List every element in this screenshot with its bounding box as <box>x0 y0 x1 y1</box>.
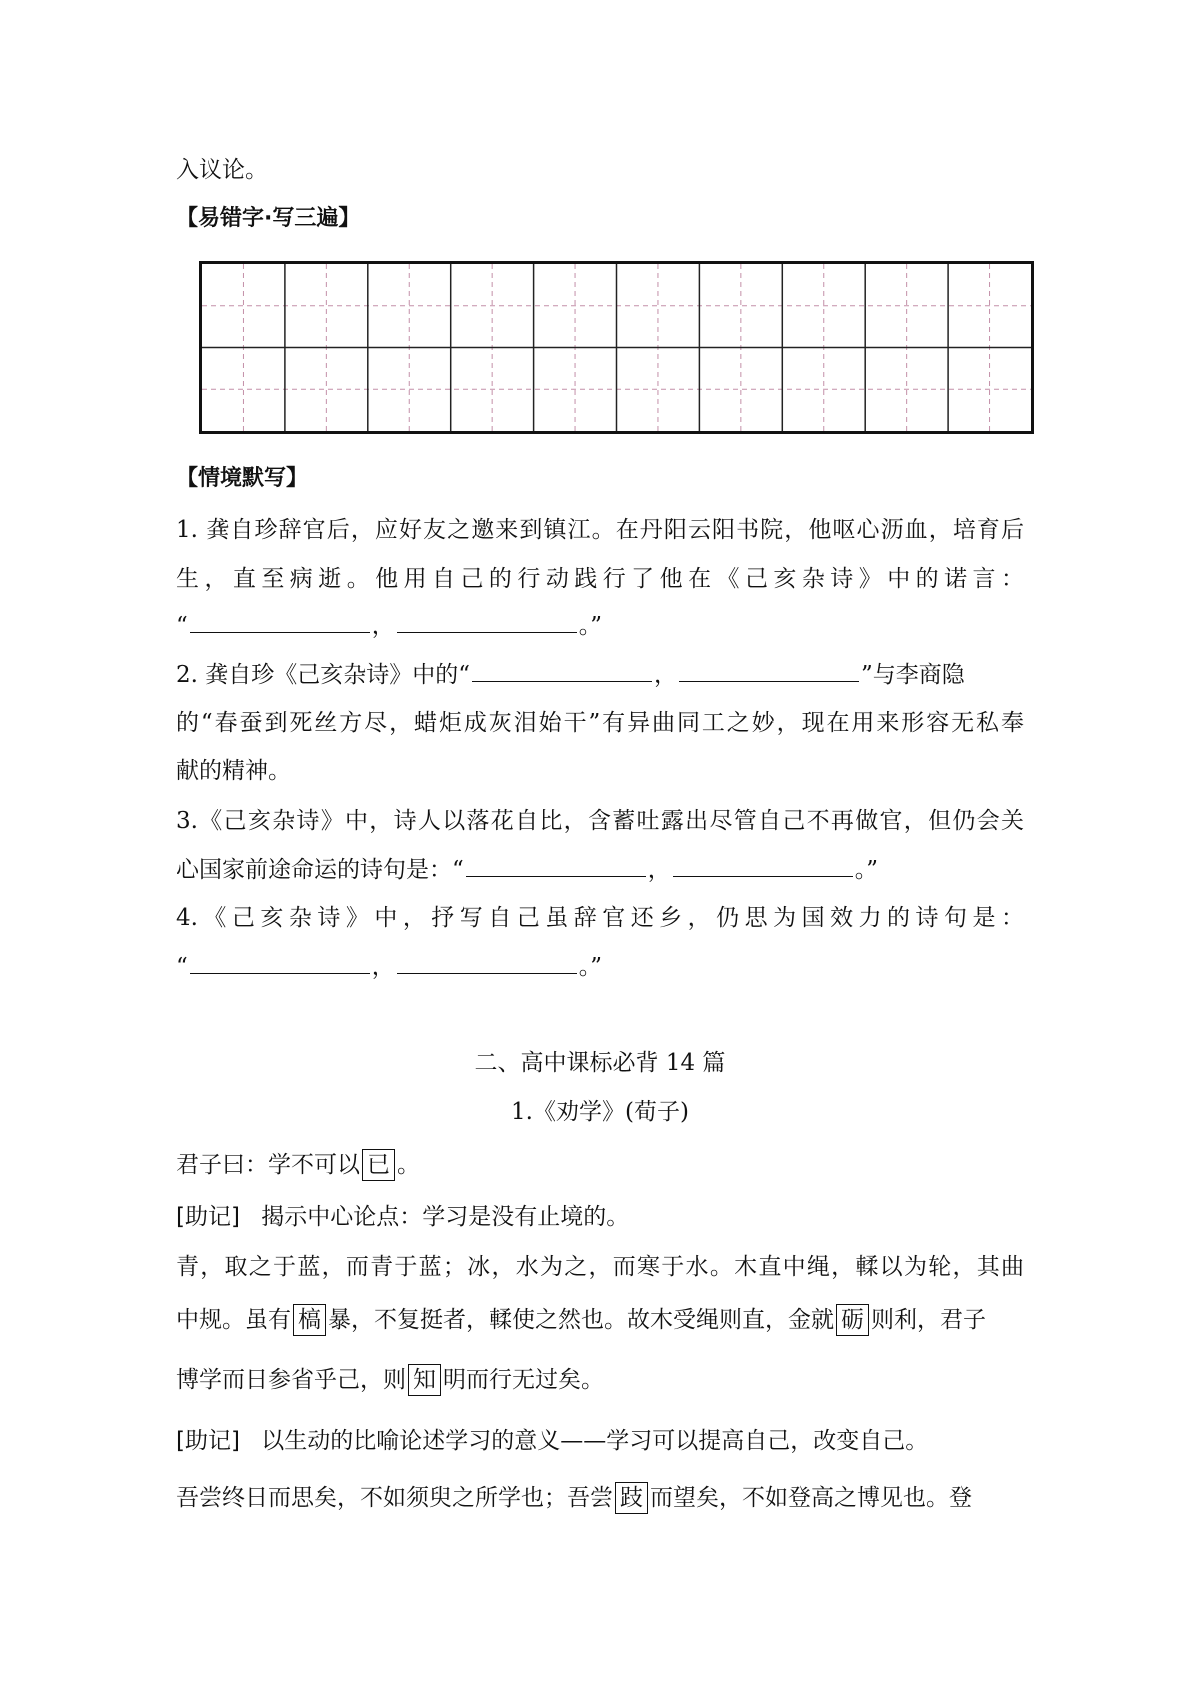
passage-text: 暴，不复挺者，輮使之然也。故木受绳则直，金就 <box>328 1307 834 1333</box>
highlight-box: 跂 <box>615 1482 648 1514</box>
section-heading-context: 【情境默写】 <box>176 466 309 491</box>
passage-text: 中规。虽有 <box>176 1307 291 1333</box>
question-4-line-1: 4.《己亥杂诗》中，抒写自己虽辞官还乡，仍思为国效力的诗句是： <box>176 905 1024 931</box>
question-2-line-3: 献的精神。 <box>176 758 291 784</box>
note-tag: [助记] <box>176 1204 240 1230</box>
top-fragment: 入议论。 <box>176 157 268 183</box>
passage-2-line-3 <box>176 1364 604 1396</box>
section-2-title: 二、高中课标必背 14 篇 <box>474 1050 726 1076</box>
note-text: 揭示中心论点：学习是没有止境的。 <box>261 1204 630 1230</box>
memory-note-1 <box>176 1202 629 1232</box>
answer-blank[interactable] <box>397 951 577 974</box>
quote-open: “ <box>176 954 188 980</box>
passage-text: 君子曰：学不可以 <box>176 1152 360 1178</box>
note-text: 以生动的比喻论述学习的意义——学习可以提高自己，改变自己。 <box>261 1428 929 1454</box>
answer-blank[interactable] <box>673 854 853 877</box>
section-heading-typo: 【易错字·写三遍】 <box>176 206 361 231</box>
answer-blank[interactable] <box>679 659 859 682</box>
question-3-line-1: 3.《己亥杂诗》中，诗人以落花自比，含蓄吐露出尽管自己不再做官，但仍会关 <box>176 808 1024 834</box>
quote-open: “ <box>176 613 188 639</box>
passage-text: 吾尝终日而思矣，不如须臾之所学也；吾尝 <box>176 1485 613 1511</box>
question-2-line-1 <box>176 659 965 690</box>
passage-text: 则利，君子 <box>871 1307 986 1333</box>
passage-3 <box>176 1482 972 1514</box>
passage-2-line-1: 青，取之于蓝，而青于蓝；冰，水为之，而寒于水。木直中绳，輮以为轮，其曲 <box>176 1254 1024 1280</box>
comma: ， <box>647 857 671 883</box>
writing-grid-lines <box>202 264 1031 431</box>
answer-blank[interactable] <box>472 659 652 682</box>
answer-blank[interactable] <box>466 854 646 877</box>
comma: ， <box>654 662 678 688</box>
writing-grid <box>199 261 1034 434</box>
question-2-line-2: 的“春蚕到死丝方尽，蜡炬成灰泪始干”有异曲同工之妙，现在用来形容无私奉 <box>176 710 1024 736</box>
question-1-line-2: 生，直至病逝。他用自己的行动践行了他在《己亥杂诗》中的诺言： <box>176 566 1024 592</box>
q2-prefix: 2. 龚自珍《己亥杂诗》中的“ <box>176 662 471 688</box>
quote-end: 。” <box>854 857 879 883</box>
comma: ， <box>371 613 395 639</box>
highlight-box: 知 <box>408 1364 441 1396</box>
question-1-answer <box>176 610 602 641</box>
passage-text: 明而行无过矣。 <box>443 1367 604 1393</box>
question-1-line-1: 1. 龚自珍辞官后，应好友之邀来到镇江。在丹阳云阳书院，他呕心沥血，培育后 <box>176 517 1024 543</box>
article-title: 1.《劝学》(荀子) <box>511 1099 689 1125</box>
answer-blank[interactable] <box>397 610 577 633</box>
highlight-box: 槁 <box>293 1304 326 1336</box>
comma: ， <box>371 954 395 980</box>
note-tag: [助记] <box>176 1428 240 1454</box>
q3-prefix: 心国家前途命运的诗句是：“ <box>176 857 464 883</box>
passage-1 <box>176 1149 420 1181</box>
q2-suffix: ”与李商隐 <box>861 662 965 688</box>
highlight-box: 已 <box>362 1149 395 1181</box>
highlight-box: 砺 <box>836 1304 869 1336</box>
answer-blank[interactable] <box>190 951 370 974</box>
quote-end: 。” <box>578 613 603 639</box>
passage-text: 博学而日参省乎己，则 <box>176 1367 406 1393</box>
passage-2-line-2 <box>176 1304 1024 1336</box>
quote-end: 。” <box>578 954 603 980</box>
passage-text: 。 <box>397 1152 420 1178</box>
question-3-line-2 <box>176 854 878 885</box>
memory-note-2 <box>176 1426 928 1456</box>
question-4-answer <box>176 951 602 982</box>
answer-blank[interactable] <box>190 610 370 633</box>
passage-text: 而望矣，不如登高之博见也。登 <box>650 1485 972 1511</box>
